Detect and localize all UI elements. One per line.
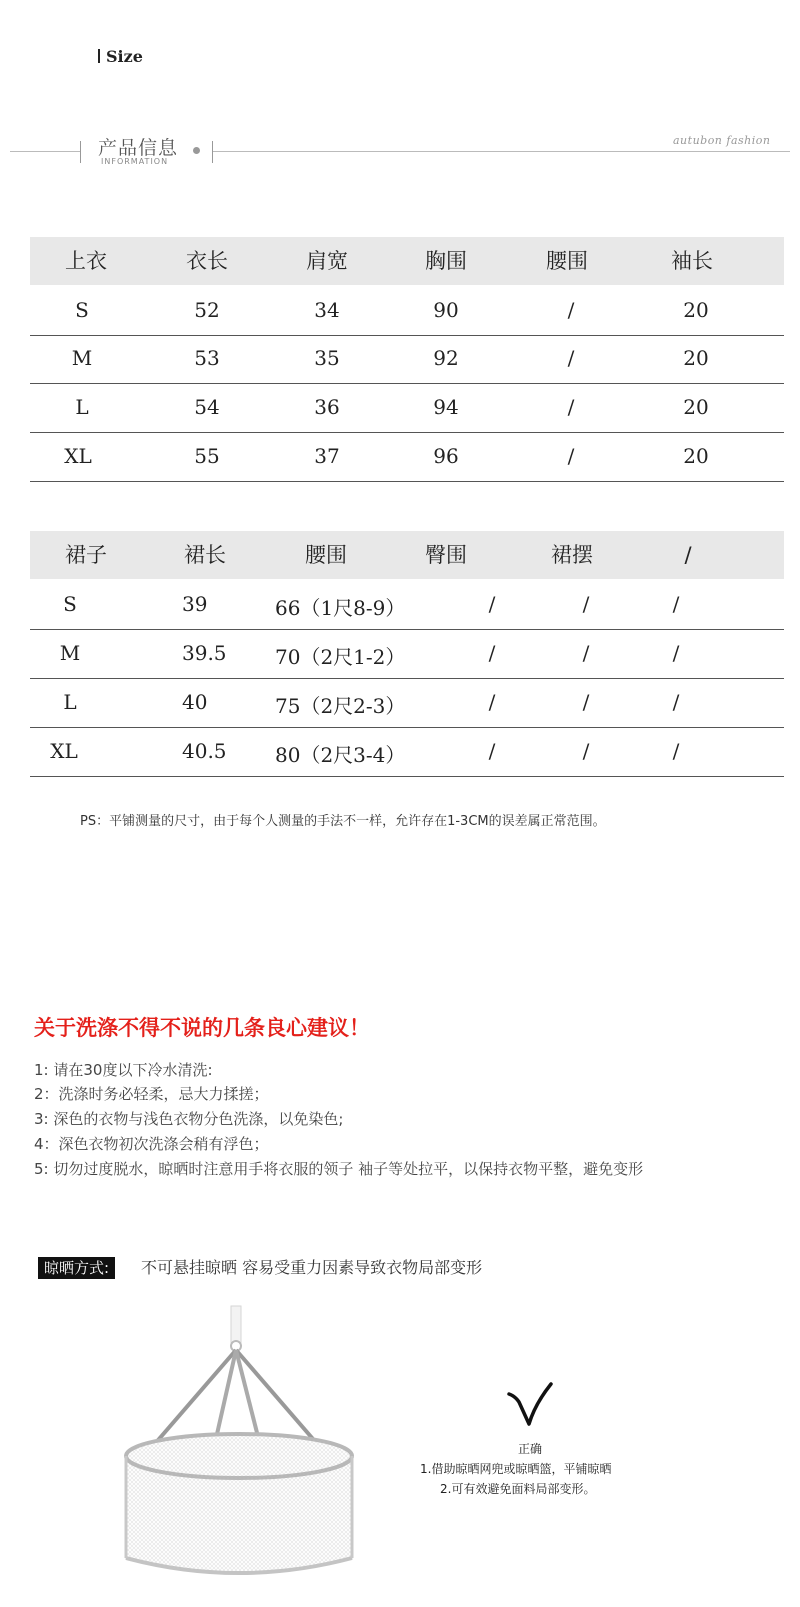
table-cell: 20 — [683, 395, 709, 419]
table-cell: / — [582, 592, 590, 616]
table-cell: / — [567, 298, 575, 322]
check-icon — [505, 1380, 555, 1428]
washing-tip: 5: 切勿过度脱水，晾晒时注意用手将衣服的领子 袖子等处拉平，以保持衣物平整，避免变形 — [34, 1160, 644, 1178]
top-table-row — [30, 385, 784, 433]
table-cell: 40 — [182, 690, 208, 714]
table-cell: S — [75, 298, 89, 322]
table-cell: 20 — [683, 444, 709, 468]
skirt-header-cell: 裙长 — [184, 543, 226, 567]
divider-line-right — [213, 151, 790, 152]
table-cell: 52 — [194, 298, 220, 322]
table-cell: 20 — [683, 298, 709, 322]
table-cell: / — [488, 739, 496, 763]
table-cell: 70（2尺1-2） — [275, 645, 406, 669]
top-header-cell: 胸围 — [425, 249, 467, 273]
top-header-cell: 肩宽 — [306, 249, 348, 273]
drying-warning: 不可悬挂晾晒 容易受重力因素导致衣物局部变形 — [141, 1258, 483, 1277]
skirt-table-row — [30, 729, 784, 777]
table-cell: L — [63, 690, 77, 714]
table-cell: 90 — [433, 298, 459, 322]
table-cell: 66（1尺8-9） — [275, 596, 406, 620]
table-cell: L — [75, 395, 89, 419]
top-table-row — [30, 434, 784, 482]
drying-note: 2.可有效避免面料局部变形。 — [440, 1482, 596, 1496]
washing-tip: 1: 请在30度以下冷水清洗: — [34, 1061, 213, 1079]
table-cell: M — [71, 346, 93, 370]
drying-note: 1.借助晾晒网兜或晾晒篮，平铺晾晒 — [420, 1462, 612, 1476]
top-table-row — [30, 288, 784, 336]
divider-tick-left — [80, 141, 81, 163]
heading-bar — [98, 49, 100, 63]
size-heading — [98, 47, 143, 66]
table-cell: / — [582, 641, 590, 665]
table-cell: 94 — [433, 395, 459, 419]
table-cell: 75（2尺2-3） — [275, 694, 406, 718]
table-cell: / — [672, 739, 680, 763]
table-cell: / — [582, 739, 590, 763]
table-cell: 35 — [314, 346, 340, 370]
table-cell: / — [672, 641, 680, 665]
table-cell: 53 — [194, 346, 220, 370]
table-cell: / — [488, 641, 496, 665]
table-cell: 54 — [194, 395, 220, 419]
drying-basket-illustration — [118, 1296, 360, 1586]
table-cell: / — [567, 395, 575, 419]
divider-line-left — [10, 151, 80, 152]
skirt-header-cell: 裙子 — [65, 543, 107, 567]
table-cell: / — [582, 690, 590, 714]
skirt-table-header — [30, 531, 784, 579]
washing-title: 关于洗涤不得不说的几条良心建议！ — [34, 1016, 370, 1040]
top-header-cell: 衣长 — [186, 249, 228, 273]
table-cell: M — [59, 641, 81, 665]
correct-label: 正确 — [518, 1442, 543, 1456]
drying-label: 晾晒方式: — [38, 1257, 115, 1279]
skirt-table-row — [30, 680, 784, 728]
table-cell: 96 — [433, 444, 459, 468]
top-header-cell: 袖长 — [671, 249, 713, 273]
table-cell: / — [488, 592, 496, 616]
skirt-table-row — [30, 631, 784, 679]
table-cell: 80（2尺3-4） — [275, 743, 406, 767]
table-cell: / — [672, 592, 680, 616]
table-cell: XL — [50, 739, 78, 763]
skirt-header-cell: 腰围 — [305, 543, 347, 567]
top-table-row — [30, 336, 784, 384]
table-cell: 20 — [683, 346, 709, 370]
table-cell: 40.5 — [182, 739, 227, 763]
top-header-cell: 上衣 — [65, 249, 107, 273]
measurement-note: PS：平铺测量的尺寸，由于每个人测量的手法不一样，允许存在1-3CM的误差属正常范围。 — [80, 814, 606, 829]
table-cell: XL — [64, 444, 92, 468]
washing-tip: 3: 深色的衣物与浅色衣物分色洗涤，以免染色; — [34, 1110, 344, 1128]
table-cell: 92 — [433, 346, 459, 370]
divider-dot — [193, 147, 200, 154]
table-cell: 37 — [314, 444, 340, 468]
skirt-table-row — [30, 582, 784, 630]
brand-script: autubon fashion — [673, 134, 771, 147]
size-heading-text: Size — [106, 47, 143, 66]
info-title: 产品信息 — [98, 137, 179, 159]
table-cell: 39.5 — [182, 641, 227, 665]
top-header-cell: 腰围 — [546, 249, 588, 273]
skirt-header-cell: 裙摆 — [551, 543, 593, 567]
table-cell: S — [63, 592, 77, 616]
table-cell: / — [567, 346, 575, 370]
skirt-header-cell: / — [684, 543, 692, 567]
table-cell: / — [672, 690, 680, 714]
table-cell: 55 — [194, 444, 220, 468]
info-subtitle: INFORMATION — [101, 157, 169, 166]
table-cell: 39 — [182, 592, 208, 616]
skirt-header-cell: 臀围 — [425, 543, 467, 567]
table-cell: / — [488, 690, 496, 714]
table-cell: 36 — [314, 395, 340, 419]
divider-tick-right — [212, 141, 213, 163]
table-cell: / — [567, 444, 575, 468]
washing-tip: 4：深色衣物初次洗涤会稍有浮色； — [34, 1135, 269, 1153]
top-table-header — [30, 237, 784, 285]
table-cell: 34 — [314, 298, 340, 322]
washing-tip: 2：洗涤时务必轻柔，忌大力揉搓； — [34, 1085, 269, 1103]
